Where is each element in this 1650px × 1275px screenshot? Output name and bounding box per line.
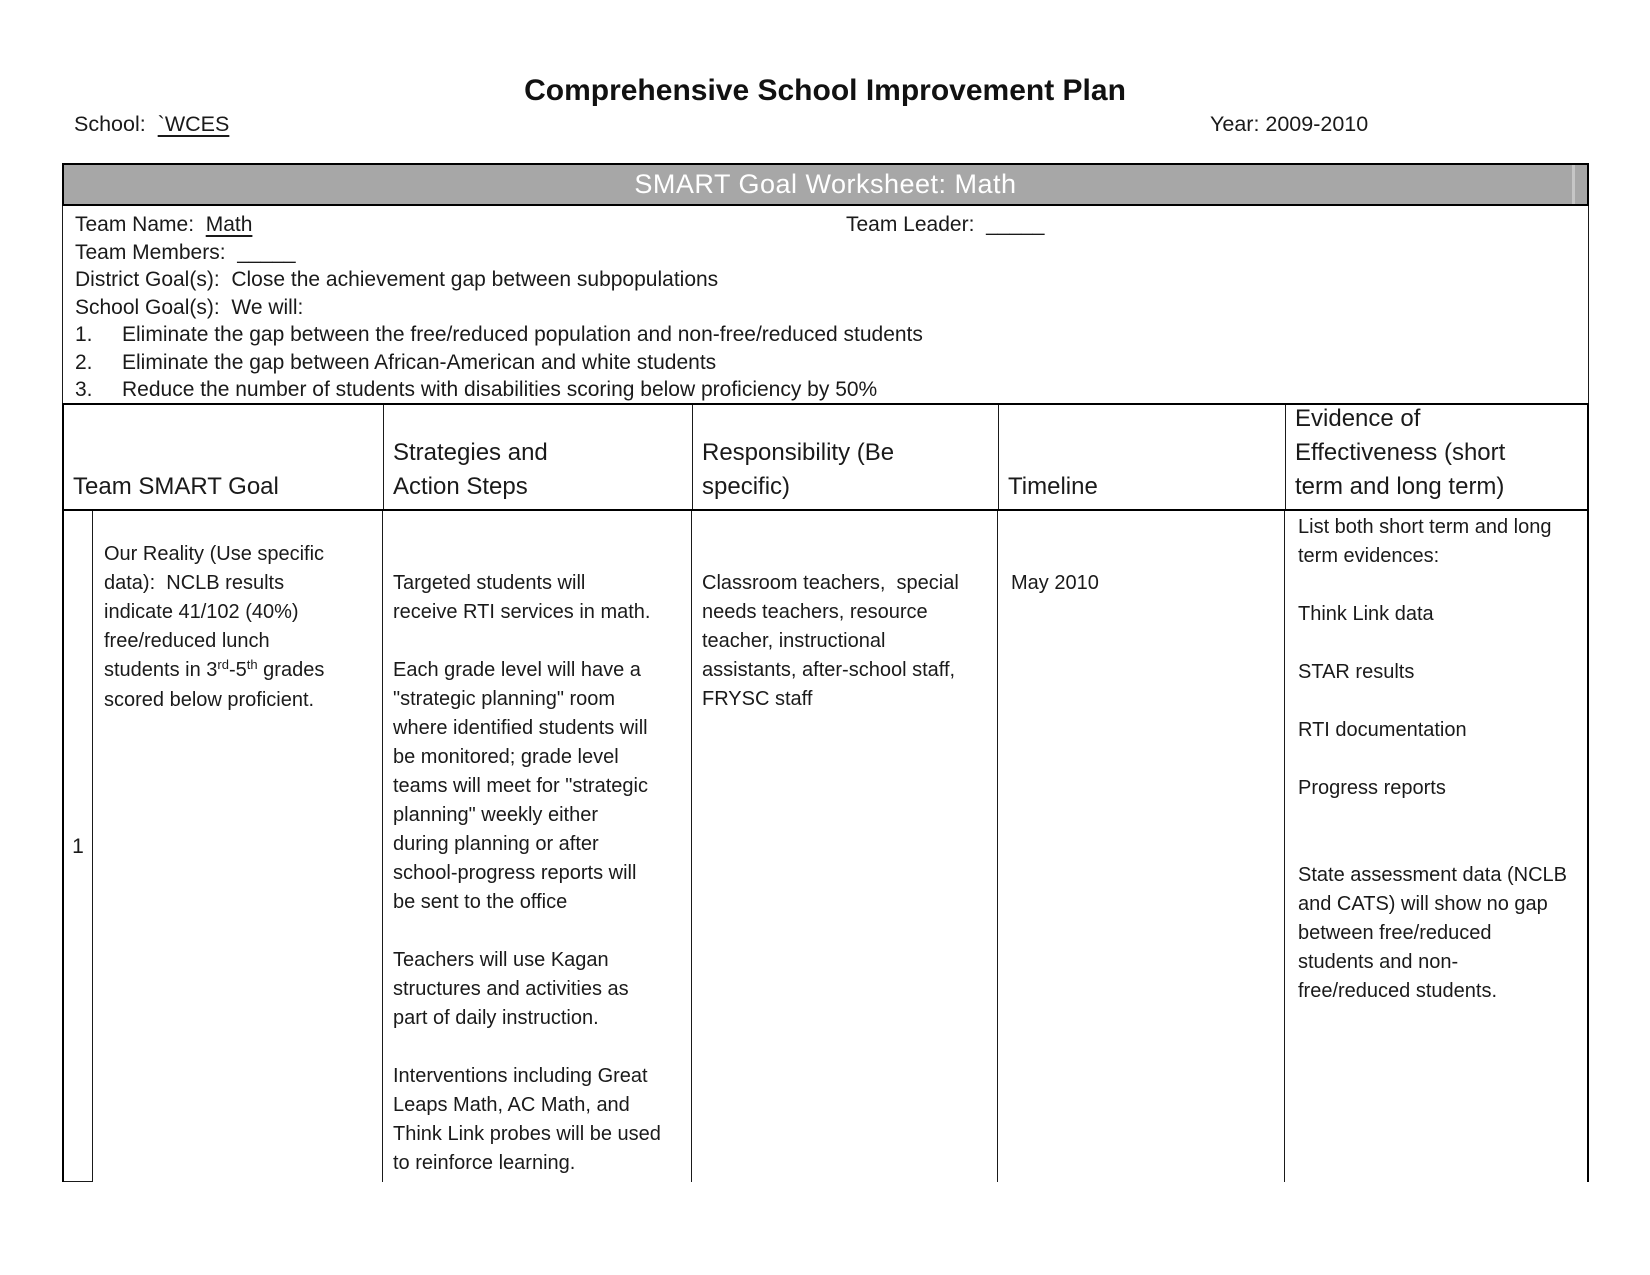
goal-text-lines: scored below proficient. xyxy=(104,689,315,711)
row-number-cell xyxy=(64,511,93,1182)
header-label: Responsibility (Be specific) xyxy=(702,439,895,500)
year-label: Year: 2009-2010 xyxy=(1210,112,1369,136)
strategies-cell xyxy=(383,511,692,1182)
grade-text: students in 3 xyxy=(104,659,218,681)
team-members-label: Team Members: xyxy=(75,240,238,264)
strategies-text: Targeted students will receive RTI services in math. Each grade level will have a "strategic planning" room where identified students will be monitored; grade level teams will meet for "strategic planning" weekly either during planning or after school-progress reports will be sent to the office Teachers will use Kagan structures and activities as part of daily instruction. Interventions including Great Leaps Math, AC Math, and Think Link probes will be used to reinforce learning. xyxy=(393,572,661,1174)
header-timeline xyxy=(998,405,1285,509)
header-strategies xyxy=(383,405,692,509)
school-goal-item xyxy=(75,321,1588,349)
row-number: 1 xyxy=(72,834,84,858)
goal-number: 1. xyxy=(75,323,93,346)
team-info-section xyxy=(62,206,1589,403)
school-value: `WCES xyxy=(157,112,230,136)
header-evidence xyxy=(1285,405,1587,509)
worksheet-banner xyxy=(62,163,1589,206)
header-label: Timeline xyxy=(1008,473,1098,500)
goal-number: 3. xyxy=(75,378,93,401)
team-members-line xyxy=(75,239,1588,267)
table-body-row xyxy=(62,511,1589,1182)
smart-goal-cell xyxy=(93,511,383,1182)
goal-grade-line xyxy=(104,656,376,686)
header-label: Strategies and Action Steps xyxy=(393,439,548,500)
page-title: Comprehensive School Improvement Plan xyxy=(524,74,1126,107)
school-line xyxy=(74,112,229,137)
evidence-text: List both short term and long term evidences: Think Link data STAR results RTI documentation Progress reports State assessment data (NCLB and CATS) will show no gap between free/reduced students and non- free/reduced students. xyxy=(1298,516,1568,1002)
ordinal-superscript: rd xyxy=(217,657,229,672)
grade-text: -5 xyxy=(228,659,247,681)
goal-text: Reduce the number of students with disabilities scoring below proficiency by 50% xyxy=(122,378,878,401)
responsibility-text: Classroom teachers, special needs teachers, resource teacher, instructional assistants, after-school staff, FRYSC staff xyxy=(702,572,959,710)
banner-cell-divider xyxy=(1572,165,1575,204)
ordinal-superscript: th xyxy=(246,657,258,672)
district-goals-line: District Goal(s): Close the achievement gap between subpopulations xyxy=(75,268,719,291)
team-name-value: Math xyxy=(205,213,253,236)
evidence-cell xyxy=(1285,511,1587,1182)
header-label: Team SMART Goal xyxy=(73,473,279,500)
responsibility-cell xyxy=(692,511,998,1182)
school-label: School: xyxy=(74,112,158,136)
team-leader-blank: _____ xyxy=(986,213,1045,236)
team-name-label: Team Name: xyxy=(75,213,206,236)
team-members-blank: _____ xyxy=(237,240,296,264)
team-leader-label: Team Leader: xyxy=(846,213,987,236)
header-label: Evidence of Effectiveness (short term and long term) xyxy=(1295,405,1506,500)
school-goals-intro: School Goal(s): We will: xyxy=(75,295,304,319)
header-responsibility xyxy=(692,405,998,509)
goal-number: 2. xyxy=(75,350,93,374)
goal-text: Eliminate the gap between the free/reduced population and non-free/reduced students xyxy=(122,323,923,346)
worksheet-banner-title: SMART Goal Worksheet: Math xyxy=(634,169,1017,199)
timeline-cell xyxy=(998,511,1285,1182)
team-name-line xyxy=(75,211,1588,239)
school-goal-item xyxy=(75,376,1588,404)
timeline-text: May 2010 xyxy=(1011,572,1099,594)
team-leader-line xyxy=(846,211,1045,239)
header-team-smart-goal xyxy=(64,405,383,509)
grade-text: grades xyxy=(257,659,325,681)
table-header-row xyxy=(62,403,1589,511)
goal-text-lines: Our Reality (Use specific data): NCLB results indicate 41/102 (40%) free/reduced lunch xyxy=(104,543,325,652)
school-goal-item xyxy=(75,349,1588,377)
goal-text: Eliminate the gap between African-American and white students xyxy=(122,350,717,374)
